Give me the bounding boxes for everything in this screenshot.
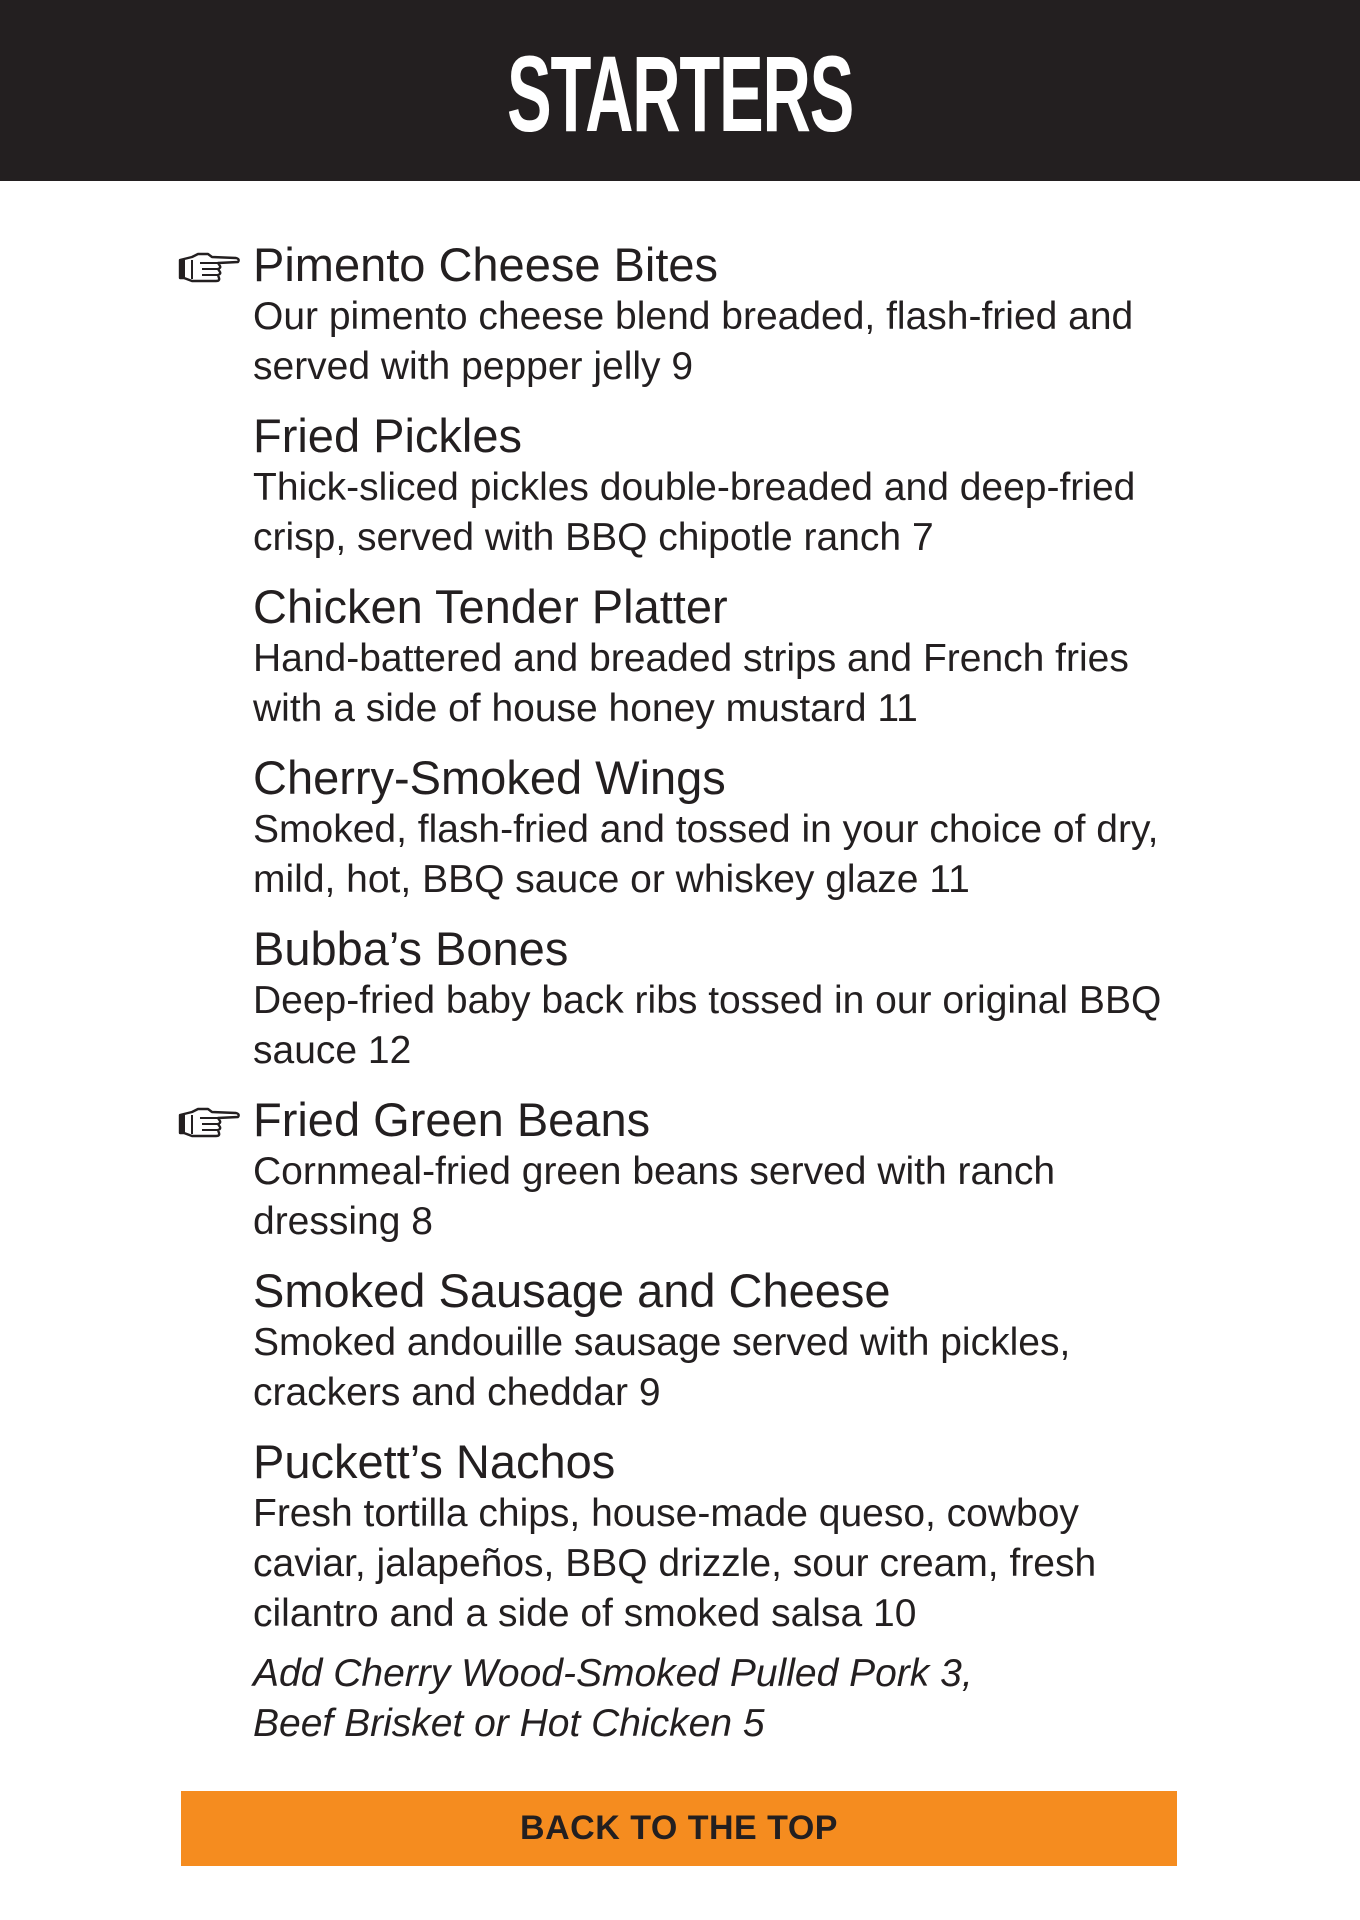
item-description-line: caviar, jalapeños, BBQ drizzle, sour cream, fresh [253,1542,1097,1585]
menu-item [253,1266,1203,1418]
item-name: Chicken Tender Platter [253,580,728,633]
item-name: Puckett’s Nachos [253,1435,616,1488]
item-description-line: Smoked andouille sausage served with pickles, [253,1321,1071,1364]
menu-item [253,753,1203,905]
item-description [253,1147,1203,1247]
item-name: Pimento Cheese Bites [253,238,719,291]
item-description [253,976,1203,1076]
item-description [253,1489,1203,1639]
pointing-hand-icon [178,1106,242,1140]
item-description-line: sauce 12 [253,1029,412,1072]
item-description-line: mild, hot, BBQ sauce or whiskey glaze 11 [253,858,970,901]
item-description [253,634,1203,734]
menu-item [253,924,1203,1076]
item-description-line: crisp, served with BBQ chipotle ranch 7 [253,516,934,559]
item-name: Fried Pickles [253,409,523,462]
item-description-line: crackers and cheddar 9 [253,1371,661,1414]
menu-item [253,582,1203,734]
item-description-line: Thick-sliced pickles double-breaded and deep-fried [253,466,1136,509]
item-description [253,1318,1203,1418]
menu-item [253,1095,1203,1247]
item-note-line: Beef Brisket or Hot Chicken 5 [253,1702,765,1745]
page-title: STARTERS [507,32,853,154]
item-description [253,805,1203,905]
item-description [253,463,1203,563]
menu-item [253,411,1203,563]
back-to-top-label: BACK TO THE TOP [520,1809,838,1847]
item-description-line: Deep-fried baby back ribs tossed in our original BBQ [253,979,1162,1022]
menu-item [253,240,1203,392]
item-description-line: cilantro and a side of smoked salsa 10 [253,1592,917,1635]
item-note-line: Add Cherry Wood-Smoked Pulled Pork 3, [253,1652,973,1695]
item-description-line: served with pepper jelly 9 [253,345,694,388]
back-to-top-button[interactable] [181,1791,1177,1866]
item-name: Fried Green Beans [253,1093,651,1146]
item-description-line: dressing 8 [253,1200,433,1243]
item-description-line: Hand-battered and breaded strips and French fries [253,637,1129,680]
item-addon-note [253,1649,1203,1749]
item-description-line: Cornmeal-fried green beans served with ranch [253,1150,1056,1193]
menu-item [253,1437,1203,1749]
item-description [253,292,1203,392]
item-description-line: Our pimento cheese blend breaded, flash-fried and [253,295,1134,338]
item-name: Smoked Sausage and Cheese [253,1264,891,1317]
item-name: Cherry-Smoked Wings [253,751,726,804]
pointing-hand-icon [178,251,242,285]
item-description-line: Fresh tortilla chips, house-made queso, cowboy [253,1492,1079,1535]
item-description-line: with a side of house honey mustard 11 [253,687,918,730]
item-description-line: Smoked, flash-fried and tossed in your choice of dry, [253,808,1159,851]
item-name: Bubba’s Bones [253,922,569,975]
